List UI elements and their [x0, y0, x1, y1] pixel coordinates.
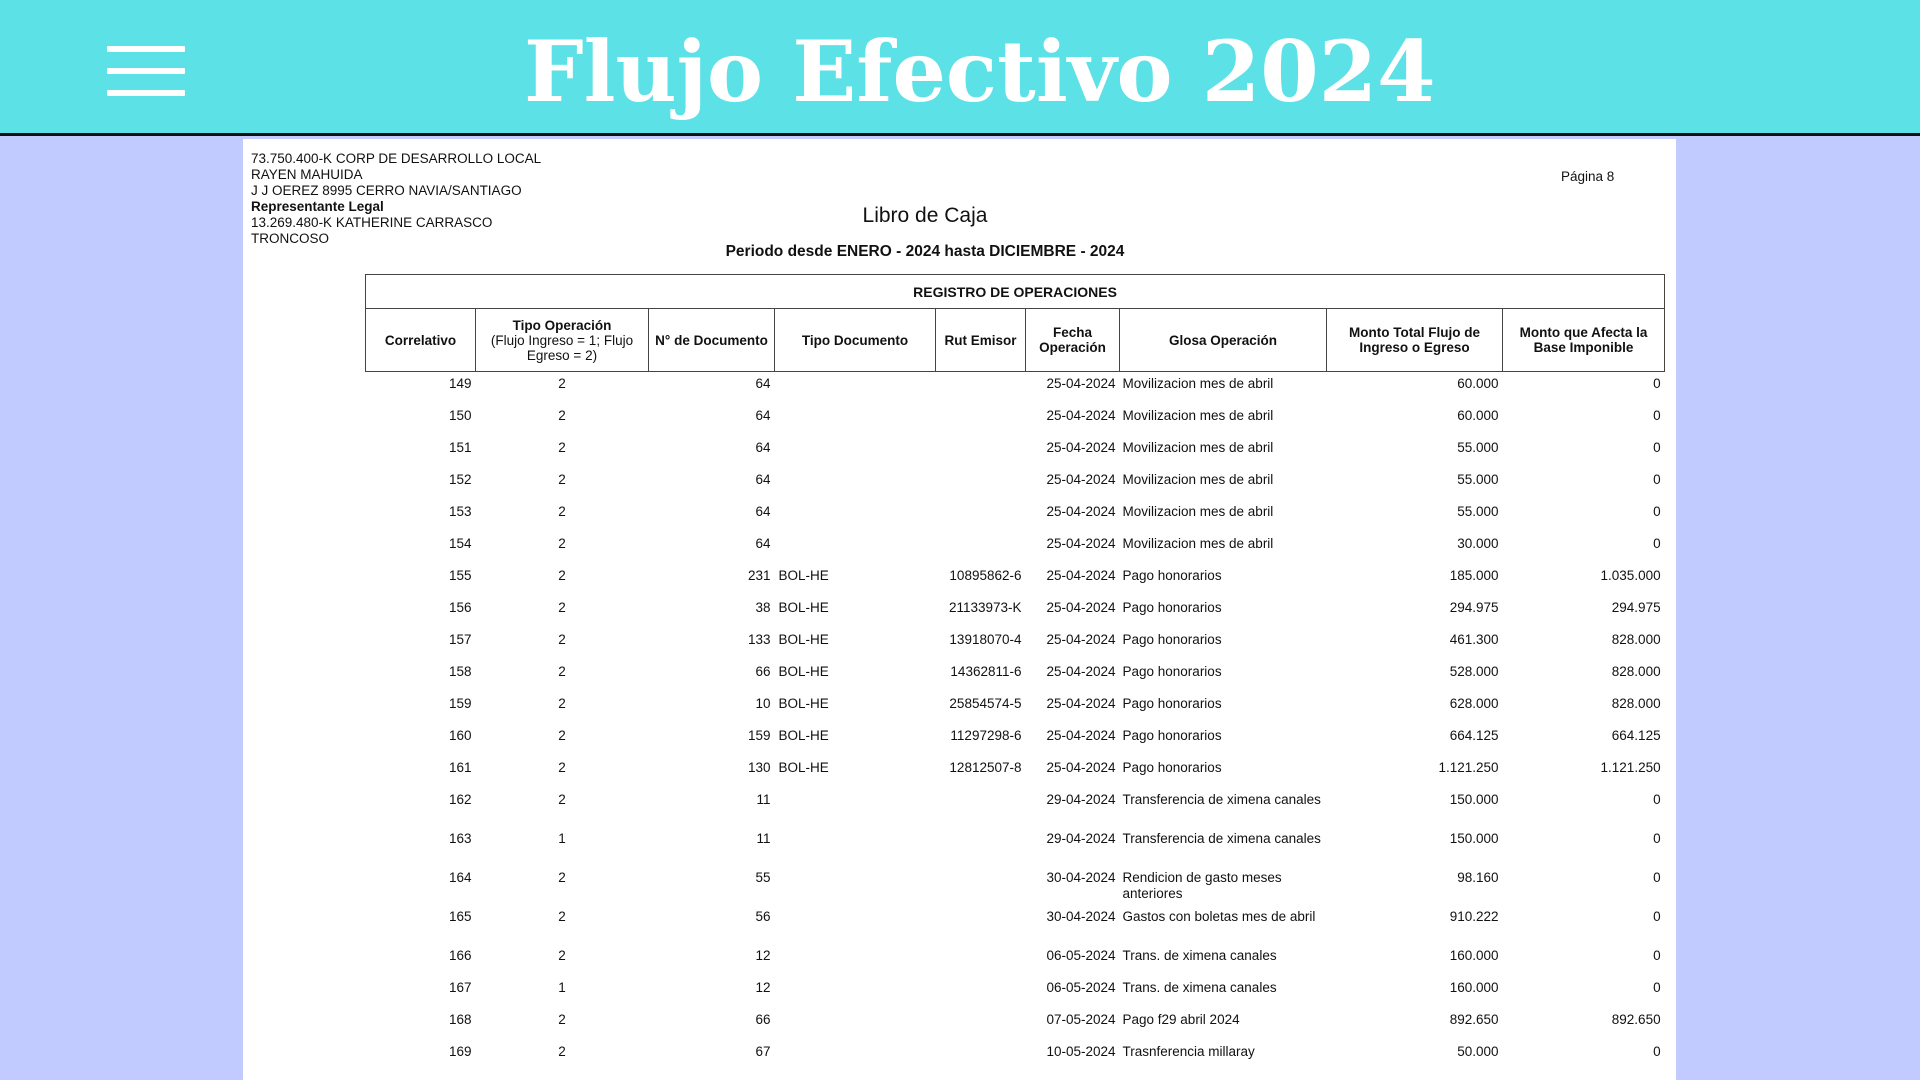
cell-tipo-documento: BOL-HE: [778, 695, 829, 711]
cell-monto-total: 150.000: [1449, 830, 1499, 846]
menu-line: [107, 46, 185, 52]
cell-n-documento: 231: [747, 567, 771, 583]
table-row: [366, 692, 1665, 724]
cell-tipo-documento: [775, 905, 936, 944]
operations-table: [365, 274, 1665, 1072]
header-line: J J OEREZ 8995 CERRO NAVIA/SANTIAGO: [251, 183, 522, 198]
cell-tipo-documento: [775, 500, 936, 532]
cell-rut-emisor: 12812507-8: [949, 759, 1022, 775]
cell-monto-total: 60.000: [1457, 376, 1499, 391]
cell-glosa-operacion: Pago honorarios: [1122, 695, 1222, 711]
hamburger-menu-icon[interactable]: [107, 44, 185, 100]
cell-glosa-operacion: Pago honorarios: [1122, 599, 1222, 615]
cell-n-documento: 64: [755, 407, 771, 423]
cell-correlativo: 169: [448, 1043, 472, 1059]
cell-tipo-operacion: 2: [558, 407, 566, 423]
cell-monto-total: 55.000: [1457, 471, 1499, 487]
document-title: Libro de Caja: [862, 204, 988, 227]
table-row: [366, 724, 1665, 756]
cell-monto-base: 0: [1653, 830, 1661, 846]
cell-tipo-documento: [775, 1008, 936, 1040]
cell-monto-base: 0: [1653, 1043, 1661, 1059]
cell-monto-base: 0: [1653, 908, 1661, 924]
cell-fecha-operacion: 30-04-2024: [1046, 908, 1116, 924]
header-line: 73.750.400-K CORP DE DESARROLLO LOCAL: [251, 151, 542, 166]
cell-n-documento: 64: [755, 535, 771, 551]
cell-correlativo: 152: [448, 471, 472, 487]
cell-tipo-operacion: 2: [558, 695, 566, 711]
cell-fecha-operacion: 29-04-2024: [1046, 791, 1116, 807]
cell-fecha-operacion: 29-04-2024: [1046, 830, 1116, 846]
table-row: [366, 905, 1665, 944]
cell-glosa-operacion: Gastos con boletas mes de abril: [1122, 908, 1316, 924]
cell-monto-base: 1.121.250: [1600, 759, 1661, 775]
cell-tipo-operacion: 2: [558, 567, 566, 583]
cell-monto-base: 0: [1653, 376, 1661, 391]
top-bar: [0, 0, 1920, 136]
cell-monto-base: 0: [1653, 471, 1661, 487]
cell-n-documento: 66: [755, 663, 771, 679]
cell-monto-base: 0: [1653, 791, 1661, 807]
cell-glosa-operacion: Movilizacion mes de abril: [1122, 503, 1274, 519]
cell-fecha-operacion: 25-04-2024: [1046, 439, 1116, 455]
cell-n-documento: 56: [755, 908, 771, 924]
table-row: [366, 372, 1665, 404]
col-header-tipo-operacion: [476, 309, 649, 372]
cell-n-documento: 55: [755, 869, 771, 885]
cell-correlativo: 161: [448, 759, 472, 775]
cell-tipo-operacion: 2: [558, 376, 566, 391]
section-title: REGISTRO DE OPERACIONES: [366, 275, 1665, 309]
cell-tipo-operacion: 2: [558, 869, 566, 885]
cell-fecha-operacion: 25-04-2024: [1046, 567, 1116, 583]
cell-glosa-operacion: Movilizacion mes de abril: [1122, 439, 1274, 455]
cell-rut-emisor: [936, 372, 1026, 404]
cell-glosa-operacion: Transferencia de ximena canales: [1122, 830, 1321, 846]
col-header-n-documento: N° de Documento: [649, 309, 775, 372]
cell-monto-base: 664.125: [1611, 727, 1661, 743]
cell-tipo-documento: BOL-HE: [778, 599, 829, 615]
cell-fecha-operacion: 25-04-2024: [1046, 695, 1116, 711]
table-row: [366, 944, 1665, 976]
cell-glosa-operacion: Movilizacion mes de abril: [1122, 376, 1274, 391]
cell-monto-base: 0: [1653, 979, 1661, 995]
cell-monto-base: 294.975: [1611, 599, 1661, 615]
cell-glosa-operacion: Pago honorarios: [1122, 759, 1222, 775]
table-row: [366, 788, 1665, 827]
cell-monto-base: 0: [1653, 439, 1661, 455]
cell-rut-emisor: 11297298-6: [950, 727, 1022, 743]
cell-monto-total: 30.000: [1457, 535, 1499, 551]
cell-monto-total: 185.000: [1449, 567, 1499, 583]
cell-n-documento: 11: [756, 791, 771, 807]
cell-correlativo: 156: [448, 599, 472, 615]
page-number: Página 8: [1561, 169, 1615, 184]
cell-fecha-operacion: 06-05-2024: [1046, 979, 1116, 995]
cell-n-documento: 12: [755, 947, 771, 963]
cell-correlativo: 155: [448, 567, 472, 583]
table-row: [366, 500, 1665, 532]
cell-fecha-operacion: 07-05-2024: [1046, 1011, 1116, 1027]
cell-fecha-operacion: 25-04-2024: [1046, 407, 1116, 423]
cell-tipo-documento: BOL-HE: [778, 663, 829, 679]
cell-monto-total: 55.000: [1457, 439, 1499, 455]
cell-monto-total: 461.300: [1449, 631, 1499, 647]
col-header-glosa-operacion: Glosa Operación: [1120, 309, 1327, 372]
cell-rut-emisor: [936, 976, 1026, 1008]
cell-glosa-operacion: Movilizacion mes de abril: [1122, 407, 1274, 423]
cell-tipo-operacion: 2: [558, 663, 566, 679]
cell-n-documento: 12: [755, 979, 771, 995]
cell-tipo-documento: [775, 468, 936, 500]
cell-n-documento: 64: [755, 503, 771, 519]
table-row: [366, 1040, 1665, 1072]
cell-rut-emisor: [936, 944, 1026, 976]
table-row: [366, 596, 1665, 628]
cell-glosa-operacion: Trans. de ximena canales: [1122, 979, 1277, 995]
cell-rut-emisor: [936, 468, 1026, 500]
table-row: [366, 866, 1665, 905]
cell-rut-emisor: 13918070-4: [949, 631, 1022, 647]
cell-tipo-documento: BOL-HE: [778, 727, 829, 743]
cell-correlativo: 168: [448, 1011, 472, 1027]
menu-line: [107, 90, 185, 96]
cell-tipo-documento: BOL-HE: [778, 631, 829, 647]
cell-tipo-documento: [775, 788, 936, 827]
cell-correlativo: 151: [448, 439, 472, 455]
cell-monto-total: 50.000: [1457, 1043, 1499, 1059]
cell-monto-base: 892.650: [1611, 1011, 1661, 1027]
cell-rut-emisor: [936, 905, 1026, 944]
cell-glosa-operacion: Rendicion de gasto meses anteriores: [1122, 869, 1282, 901]
menu-line: [107, 68, 185, 74]
cell-tipo-operacion: 2: [558, 791, 566, 807]
cell-tipo-operacion: 2: [558, 599, 566, 615]
document-period: Periodo desde ENERO - 2024 hasta DICIEMBRE - 2024: [725, 243, 1125, 260]
cell-glosa-operacion: Pago honorarios: [1122, 727, 1222, 743]
cell-n-documento: 67: [755, 1043, 771, 1059]
cell-tipo-operacion: 2: [558, 1043, 566, 1059]
cell-n-documento: 64: [755, 376, 771, 391]
cell-rut-emisor: 25854574-5: [949, 695, 1022, 711]
cell-rut-emisor: 14362811-6: [950, 663, 1022, 679]
cell-monto-base: 1.035.000: [1600, 567, 1661, 583]
cell-n-documento: 64: [755, 439, 771, 455]
col-header-tipo-documento: Tipo Documento: [775, 309, 936, 372]
table-row: [366, 436, 1665, 468]
table-row: [366, 756, 1665, 788]
cell-tipo-operacion: 2: [558, 1011, 566, 1027]
cell-glosa-operacion: Trans. de ximena canales: [1122, 947, 1277, 963]
cell-monto-base: 0: [1653, 947, 1661, 963]
app-title: Flujo Efectivo 2024: [524, 22, 1436, 121]
cell-n-documento: 10: [755, 695, 771, 711]
cell-rut-emisor: [936, 827, 1026, 866]
cell-monto-base: 0: [1653, 535, 1661, 551]
cell-rut-emisor: 10895862-6: [949, 567, 1022, 583]
table-row: [366, 628, 1665, 660]
cell-monto-total: 528.000: [1449, 663, 1499, 679]
cell-fecha-operacion: 25-04-2024: [1046, 631, 1116, 647]
cell-tipo-operacion: 1: [558, 979, 566, 995]
cell-fecha-operacion: 25-04-2024: [1046, 727, 1116, 743]
table-row: [366, 532, 1665, 564]
cell-glosa-operacion: Pago f29 abril 2024: [1122, 1011, 1240, 1027]
cell-fecha-operacion: 25-04-2024: [1046, 759, 1116, 775]
cell-tipo-documento: BOL-HE: [778, 567, 829, 583]
cell-rut-emisor: [936, 500, 1026, 532]
table-row: [366, 976, 1665, 1008]
table-row: [366, 468, 1665, 500]
cell-tipo-operacion: 2: [558, 947, 566, 963]
cell-monto-total: 628.000: [1449, 695, 1499, 711]
header-line: Representante Legal: [251, 199, 384, 214]
cell-correlativo: 150: [448, 407, 472, 423]
cell-monto-total: 892.650: [1449, 1011, 1499, 1027]
cell-tipo-documento: [775, 827, 936, 866]
cell-correlativo: 166: [448, 947, 472, 963]
cell-rut-emisor: [936, 532, 1026, 564]
header-line: RAYEN MAHUIDA: [251, 167, 363, 182]
cell-monto-base: 0: [1653, 503, 1661, 519]
cell-tipo-documento: [775, 866, 936, 905]
cell-tipo-documento: [775, 944, 936, 976]
cell-correlativo: 149: [448, 376, 472, 391]
cell-glosa-operacion: Transferencia de ximena canales: [1122, 791, 1321, 807]
cell-correlativo: 162: [448, 791, 472, 807]
cell-monto-total: 160.000: [1449, 979, 1499, 995]
cell-n-documento: 38: [755, 599, 771, 615]
col-header-tipo-operacion-label: Tipo Operación: [512, 317, 612, 333]
cell-tipo-operacion: 1: [558, 830, 566, 846]
cell-tipo-operacion: 2: [558, 471, 566, 487]
cell-n-documento: 133: [747, 631, 771, 647]
cell-rut-emisor: [936, 436, 1026, 468]
cell-glosa-operacion: Pago honorarios: [1122, 567, 1222, 583]
cell-fecha-operacion: 25-04-2024: [1046, 535, 1116, 551]
company-header: [251, 151, 541, 247]
cell-monto-base: 828.000: [1611, 663, 1661, 679]
cell-tipo-operacion: 2: [558, 439, 566, 455]
cell-correlativo: 158: [448, 663, 472, 679]
cell-n-documento: 64: [755, 471, 771, 487]
cell-tipo-operacion: 2: [558, 727, 566, 743]
cell-tipo-operacion: 2: [558, 631, 566, 647]
col-header-rut-emisor: Rut Emisor: [936, 309, 1026, 372]
col-header-correlativo: Correlativo: [366, 309, 476, 372]
cell-n-documento: 66: [755, 1011, 771, 1027]
cell-n-documento: 130: [747, 759, 771, 775]
cell-correlativo: 163: [448, 830, 472, 846]
cell-rut-emisor: [936, 404, 1026, 436]
cell-fecha-operacion: 10-05-2024: [1046, 1043, 1116, 1059]
cell-fecha-operacion: 06-05-2024: [1046, 947, 1116, 963]
col-header-monto-base: Monto que Afecta la Base Imponible: [1503, 309, 1665, 372]
cell-glosa-operacion: Pago honorarios: [1122, 663, 1222, 679]
cell-tipo-operacion: 2: [558, 759, 566, 775]
cell-fecha-operacion: 25-04-2024: [1046, 471, 1116, 487]
table-row: [366, 827, 1665, 866]
cell-monto-total: 910.222: [1449, 908, 1499, 924]
header-line: TRONCOSO: [251, 231, 330, 246]
cell-rut-emisor: [936, 866, 1026, 905]
cell-correlativo: 164: [448, 869, 472, 885]
cell-monto-total: 150.000: [1449, 791, 1499, 807]
cell-monto-base: 0: [1653, 407, 1661, 423]
cell-monto-total: 160.000: [1449, 947, 1499, 963]
table-row: [366, 660, 1665, 692]
cell-rut-emisor: [936, 1008, 1026, 1040]
cell-monto-total: 1.121.250: [1438, 759, 1499, 775]
cell-monto-base: 828.000: [1611, 631, 1661, 647]
cell-tipo-operacion: 2: [558, 535, 566, 551]
cell-glosa-operacion: Movilizacion mes de abril: [1122, 535, 1274, 551]
cell-correlativo: 153: [448, 503, 472, 519]
cell-fecha-operacion: 25-04-2024: [1046, 503, 1116, 519]
cell-monto-total: 60.000: [1457, 407, 1499, 423]
cell-correlativo: 157: [448, 631, 472, 647]
cell-monto-total: 294.975: [1449, 599, 1499, 615]
cell-tipo-documento: [775, 1040, 936, 1072]
cell-monto-total: 98.160: [1457, 869, 1499, 885]
cell-tipo-documento: [775, 404, 936, 436]
cell-monto-total: 664.125: [1449, 727, 1499, 743]
cell-rut-emisor: [936, 1040, 1026, 1072]
cell-tipo-operacion: 2: [558, 503, 566, 519]
cell-fecha-operacion: 25-04-2024: [1046, 376, 1116, 391]
cell-tipo-documento: [775, 436, 936, 468]
col-header-fecha-operacion: Fecha Operación: [1026, 309, 1120, 372]
cell-monto-total: 55.000: [1457, 503, 1499, 519]
cell-correlativo: 159: [448, 695, 472, 711]
table-row: [366, 404, 1665, 436]
cell-n-documento: 11: [756, 830, 771, 846]
cell-tipo-documento: BOL-HE: [778, 759, 829, 775]
cell-rut-emisor: [936, 788, 1026, 827]
document-page[interactable]: [243, 139, 1676, 1080]
cell-glosa-operacion: Pago honorarios: [1122, 631, 1222, 647]
cell-fecha-operacion: 25-04-2024: [1046, 663, 1116, 679]
cell-tipo-operacion: 2: [558, 908, 566, 924]
col-header-tipo-operacion-sub: (Flujo Ingreso = 1; Flujo Egreso = 2): [490, 332, 634, 363]
cell-monto-base: 828.000: [1611, 695, 1661, 711]
cell-correlativo: 167: [448, 979, 472, 995]
cell-glosa-operacion: Movilizacion mes de abril: [1122, 471, 1274, 487]
cell-tipo-documento: [775, 532, 936, 564]
cell-fecha-operacion: 25-04-2024: [1046, 599, 1116, 615]
cell-monto-base: 0: [1653, 869, 1661, 885]
col-header-monto-total: Monto Total Flujo de Ingreso o Egreso: [1327, 309, 1503, 372]
cell-correlativo: 165: [448, 908, 472, 924]
cell-correlativo: 154: [448, 535, 472, 551]
cell-glosa-operacion: Trasnferencia millaray: [1122, 1043, 1255, 1059]
header-line: 13.269.480-K KATHERINE CARRASCO: [251, 215, 493, 230]
cell-tipo-documento: [775, 976, 936, 1008]
cell-rut-emisor: 21133973-K: [948, 599, 1022, 615]
cell-tipo-documento: [775, 372, 936, 404]
table-row: [366, 1008, 1665, 1040]
table-row: [366, 564, 1665, 596]
cell-fecha-operacion: 30-04-2024: [1046, 869, 1116, 885]
cell-correlativo: 160: [448, 727, 472, 743]
cell-n-documento: 159: [747, 727, 771, 743]
